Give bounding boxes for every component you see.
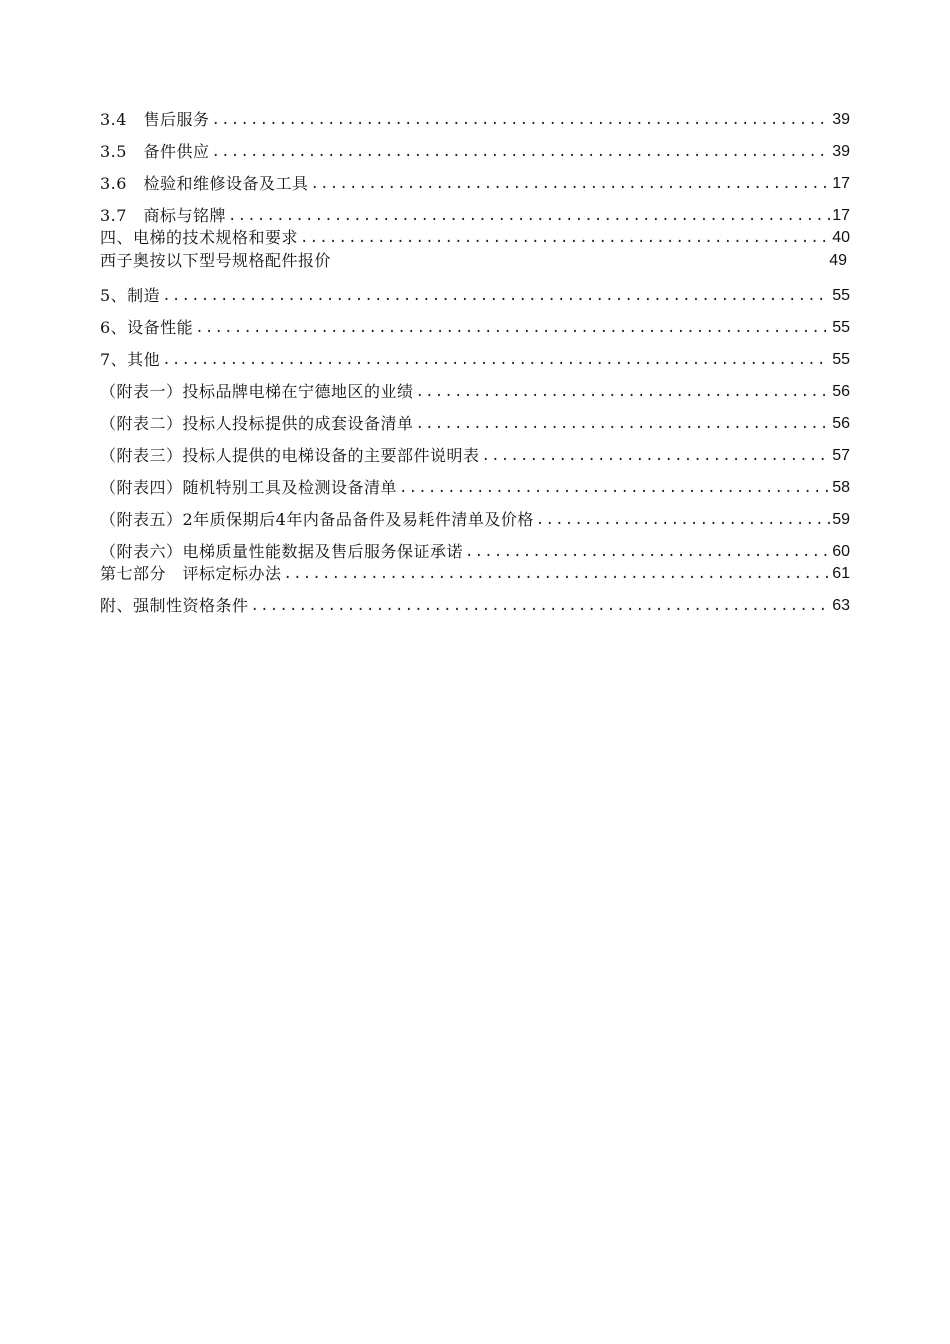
toc-dot-leader [251,596,831,616]
toc-entry-label: 3.7 商标与铭牌 [100,206,226,225]
toc-blank-leader [333,251,827,271]
toc-entry-part-7[interactable] [100,560,850,584]
toc-entry-appendix-1[interactable] [100,378,850,402]
toc-page-number: 55 [832,287,850,304]
toc-entry-appendix-6[interactable] [100,538,850,562]
table-of-contents [100,0,850,1344]
toc-entry-parts-quote[interactable] [100,247,847,271]
toc-entry-mandatory-qualifications[interactable] [100,592,850,616]
toc-page-number: 40 [832,229,850,246]
toc-page-number: 17 [832,175,850,192]
toc-entry-label: （附表六）电梯质量性能数据及售后服务保证承诺 [100,542,464,561]
toc-entry-performance[interactable] [100,314,850,338]
toc-entry-label: 3.5 备件供应 [100,142,210,161]
toc-entry-3-4[interactable] [100,106,850,130]
toc-dot-leader [195,318,830,338]
toc-dot-leader [211,142,830,162]
toc-entry-label: 附、强制性资格条件 [100,596,249,615]
toc-entry-label: （附表一）投标品牌电梯在宁德地区的业绩 [100,382,414,401]
toc-entry-section-4[interactable] [100,224,850,248]
toc-page-number: 56 [832,383,850,400]
toc-page-number: 55 [832,319,850,336]
toc-page-number: 59 [832,511,850,528]
toc-entry-appendix-5[interactable] [100,506,850,530]
toc-entry-label: （附表三）投标人提供的电梯设备的主要部件说明表 [100,446,480,465]
toc-dot-leader [416,382,831,402]
toc-dot-leader [284,564,831,584]
toc-dot-leader [228,206,830,226]
toc-entry-label: 四、电梯的技术规格和要求 [100,228,299,247]
toc-page-number: 39 [832,143,850,160]
toc-entry-label: （附表四）随机特别工具及检测设备清单 [100,478,398,497]
toc-dot-leader [162,350,830,370]
toc-dot-leader [399,478,830,498]
toc-page-number: 61 [832,565,850,582]
toc-dot-leader [162,286,830,306]
toc-entry-label: 第七部分 评标定标办法 [100,564,282,583]
toc-entry-label: 7、其他 [100,350,161,369]
toc-page-number: 56 [832,415,850,432]
toc-page-number: 58 [832,479,850,496]
toc-entry-label: （附表二）投标人投标提供的成套设备清单 [100,414,414,433]
toc-page-number: 39 [832,111,850,128]
toc-dot-leader [482,446,831,466]
toc-entry-label: 3.4 售后服务 [100,110,210,129]
toc-dot-leader [211,110,830,130]
toc-entry-3-7[interactable] [100,202,850,226]
toc-entry-label: 西子奥按以下型号规格配件报价 [100,251,332,270]
toc-dot-leader [465,542,830,562]
toc-dot-leader [300,228,830,248]
toc-entry-label: （附表五）2年质保期后4年内备品备件及易耗件清单及价格 [100,510,534,529]
toc-entry-label: 5、制造 [100,286,161,305]
toc-page-number: 17 [832,207,850,224]
toc-dot-leader [310,174,830,194]
toc-entry-appendix-4[interactable] [100,474,850,498]
toc-entry-label: 3.6 检验和维修设备及工具 [100,174,309,193]
toc-dot-leader [416,414,831,434]
toc-dot-leader [536,510,830,530]
toc-entry-3-5[interactable] [100,138,850,162]
toc-entry-3-6[interactable] [100,170,850,194]
toc-entry-manufacture[interactable] [100,282,850,306]
toc-entry-other[interactable] [100,346,850,370]
toc-page-number: 49 [829,252,847,269]
toc-entry-appendix-3[interactable] [100,442,850,466]
toc-entry-appendix-2[interactable] [100,410,850,434]
toc-page-number: 60 [832,543,850,560]
toc-page-number: 55 [832,351,850,368]
toc-page-number: 63 [832,597,850,614]
toc-page-number: 57 [832,447,850,464]
toc-entry-label: 6、设备性能 [100,318,194,337]
